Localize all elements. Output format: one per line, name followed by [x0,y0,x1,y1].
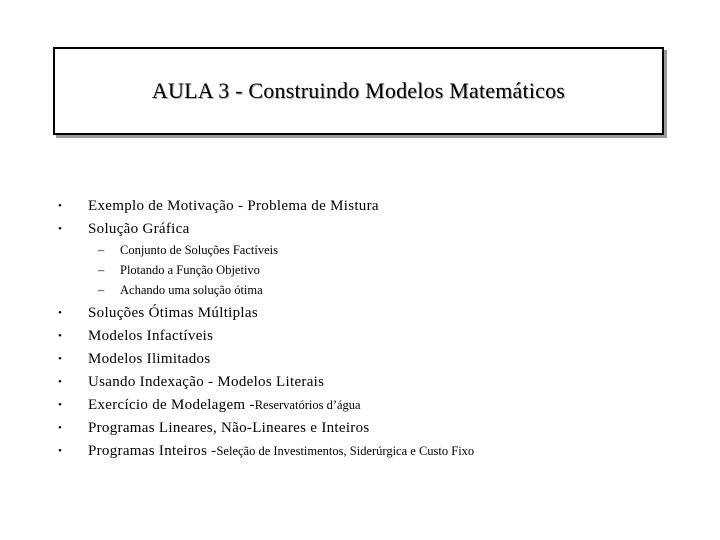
item-text: Usando Indexação - Modelos Literais [88,374,325,390]
dash-icon: – [98,263,105,277]
item-text: Exercício de Modelagem - [88,397,255,413]
bullet-icon: • [58,307,62,319]
sub-item-text: Achando uma solução ótima [120,283,263,297]
item-text: Soluções Ótimas Múltiplas [88,305,258,321]
sub-list-item [98,280,263,300]
item-text: Solução Gráfica [88,221,190,237]
bullet-icon: • [58,399,62,411]
list-item [58,195,379,217]
sub-list-item [98,260,260,280]
bullet-icon: • [58,223,62,235]
list-item [58,302,258,324]
list-item [58,371,324,393]
dash-icon: – [98,243,105,257]
sub-item-text: Conjunto de Soluções Factíveis [120,243,278,257]
sub-list-item [98,240,278,260]
item-detail-text: Reservatórios d’água [254,398,361,412]
bullet-icon: • [58,200,62,212]
item-text: Programas Lineares, Não-Lineares e Inteiros [88,420,370,436]
item-text: Programas Inteiros - [88,443,217,459]
bullet-icon: • [58,445,62,457]
slide-title: AULA 3 - Construindo Modelos Matemáticos [151,78,566,103]
item-detail-text: Seleção de Investimentos, Siderúrgica e Custo Fixo [216,444,475,458]
list-item [58,218,190,240]
list-item [58,417,370,439]
item-text: Modelos Ilimitados [88,351,211,367]
sub-item-text: Plotando a Função Objetivo [120,263,260,277]
bullet-icon: • [58,353,62,365]
dash-icon: – [98,283,105,297]
bullet-icon: • [58,422,62,434]
list-item [58,394,361,416]
list-item [58,440,474,462]
list-item [58,348,210,370]
bullet-icon: • [58,376,62,388]
item-text: Modelos Infactíveis [88,328,214,344]
list-item [58,325,213,347]
item-text: Exemplo de Motivação - Problema de Mistura [88,198,379,214]
bullet-icon: • [58,330,62,342]
